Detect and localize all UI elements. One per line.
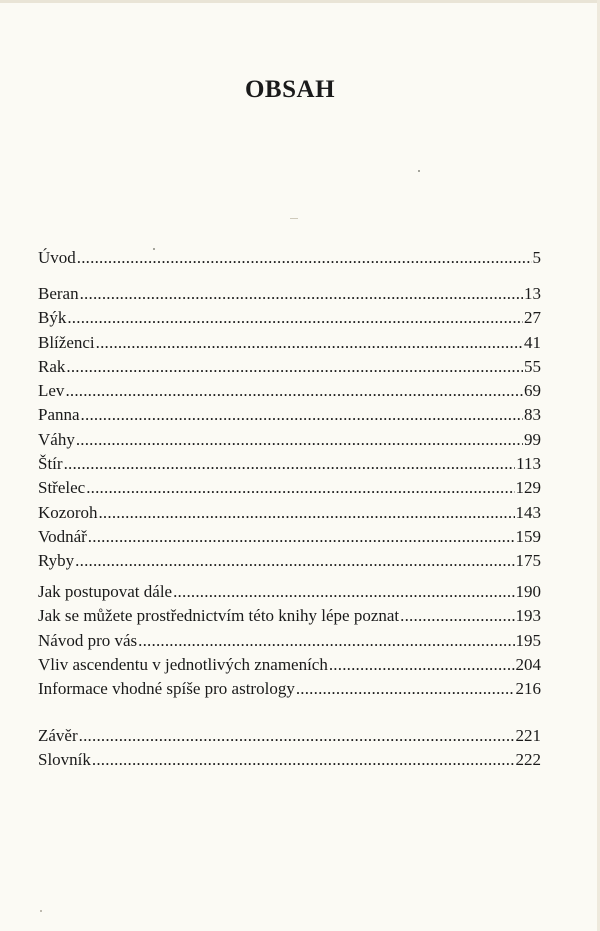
toc-entry-page-number: 129 (515, 478, 541, 498)
toc-entry (38, 653, 541, 677)
toc-entry (38, 501, 541, 525)
toc-entry-title: Býk (38, 308, 67, 328)
toc-entry-title: Slovník (38, 750, 91, 770)
toc-entry-page-number: 113 (516, 454, 541, 474)
toc-entry-title: Lev (38, 381, 65, 401)
dot-leader (173, 580, 514, 604)
page-edge-top (0, 0, 600, 3)
dot-leader (80, 282, 523, 306)
paper-speck (418, 170, 420, 172)
toc-entry-title: Návod pro vás (38, 630, 138, 650)
toc-entry-page-number: 175 (515, 551, 541, 571)
toc-entry-title: Kozoroh (38, 502, 98, 522)
toc-group-closing (38, 724, 541, 773)
toc-entry-title: Střelec (38, 478, 86, 498)
toc-entry (38, 306, 541, 330)
toc-entry-title: Panna (38, 405, 80, 425)
toc-group-guide (38, 580, 541, 701)
toc-entry-page-number: 69 (524, 381, 541, 401)
toc-entry (38, 580, 541, 604)
toc-entry-page-number: 216 (515, 679, 541, 699)
toc-entry-page-number: 99 (524, 429, 541, 449)
toc-entry (38, 282, 541, 306)
dot-leader (66, 355, 523, 379)
dot-leader (67, 306, 523, 330)
toc-entry-title: Jak se můžete prostřednictvím této knihy lépe poznat (38, 606, 400, 626)
toc-entry-page-number: 221 (515, 726, 541, 745)
toc-entry (38, 549, 541, 573)
toc-entry (38, 452, 541, 476)
dot-leader (88, 525, 515, 549)
page-title: OBSAH (244, 76, 336, 103)
toc-entry-title: Vodnář (38, 526, 87, 546)
toc-entry-title: Úvod (38, 248, 76, 267)
toc-entry-title: Štír (38, 454, 63, 474)
toc-entry-page-number: 159 (515, 526, 541, 546)
toc-entry (38, 403, 541, 427)
toc-entry (38, 677, 541, 701)
toc-entry (38, 379, 541, 403)
toc-entry-page-number: 13 (524, 284, 541, 303)
toc-entry-page-number: 41 (524, 332, 541, 352)
paper-speck (153, 248, 155, 250)
dot-leader (296, 677, 515, 701)
dot-leader (81, 403, 523, 427)
toc-entry-title: Ryby (38, 551, 75, 571)
toc-entry-page-number: 83 (524, 405, 541, 425)
toc-entry-page-number: 143 (515, 502, 541, 522)
toc-entry-title: Váhy (38, 429, 75, 449)
toc-entry-title: Blíženci (38, 332, 95, 352)
toc-entry (38, 331, 541, 355)
toc-entry-title: Jak postupovat dále (38, 582, 173, 601)
dot-leader (65, 379, 523, 403)
toc-entry-title: Rak (38, 356, 66, 376)
dot-leader (79, 724, 515, 748)
toc-entry (38, 355, 541, 379)
dot-leader (92, 748, 515, 772)
toc-entry (38, 525, 541, 549)
toc-entry-title: Beran (38, 284, 79, 303)
dot-leader (76, 428, 523, 452)
toc-entry (38, 604, 541, 628)
toc-entry-title: Vliv ascendentu v jednotlivých znameních (38, 654, 328, 674)
toc-entry (38, 428, 541, 452)
dot-leader (138, 629, 514, 653)
toc-entry (38, 246, 541, 270)
toc-entry-page-number: 190 (515, 582, 541, 601)
dot-leader (86, 476, 514, 500)
toc-entry-page-number: 55 (524, 356, 541, 376)
toc-entry (38, 476, 541, 500)
dot-leader (96, 331, 523, 355)
dot-leader (64, 452, 516, 476)
toc-entry-page-number: 5 (532, 248, 541, 267)
dot-leader (400, 604, 514, 628)
toc-entry-page-number: 222 (515, 750, 541, 770)
dot-leader (98, 501, 514, 525)
toc-entry-page-number: 27 (524, 308, 541, 328)
toc-entry (38, 629, 541, 653)
toc-group-signs (38, 282, 541, 574)
dot-leader (329, 653, 515, 677)
toc-entry (38, 724, 541, 748)
dot-leader (77, 246, 532, 270)
toc-entry-page-number: 204 (515, 654, 541, 674)
toc-group-intro (38, 246, 541, 270)
paper-speck (290, 218, 298, 219)
dot-leader (75, 549, 514, 573)
toc-entry-page-number: 193 (515, 606, 541, 626)
toc-entry-title: Informace vhodné spíše pro astrology (38, 679, 295, 699)
toc-entry (38, 748, 541, 772)
toc-entry-page-number: 195 (515, 630, 541, 650)
paper-speck (40, 910, 42, 912)
toc-entry-title: Závěr (38, 726, 78, 745)
